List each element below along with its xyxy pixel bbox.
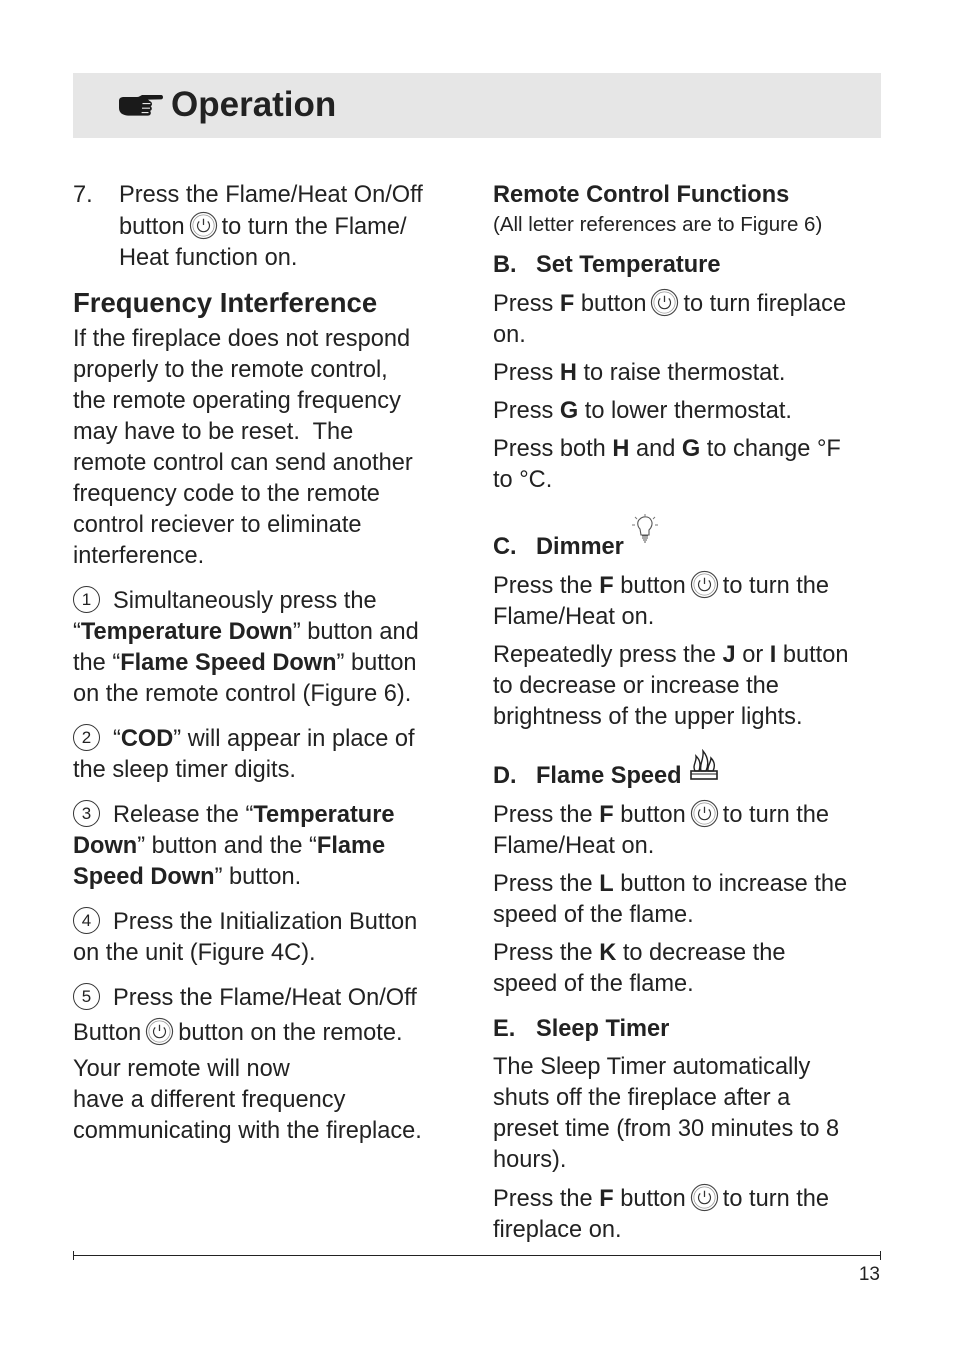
- step-1-bold: Temperature Down: [80, 619, 293, 645]
- step-7-number: 7.: [73, 182, 93, 208]
- step-1-text: ” button: [336, 650, 417, 676]
- text: Press the: [493, 573, 600, 599]
- text: fireplace on.: [493, 1217, 622, 1243]
- text: Press: [493, 398, 560, 424]
- power-button-icon: [690, 570, 719, 599]
- section-d-p1: [493, 799, 888, 862]
- text: to turn the: [722, 1186, 830, 1212]
- section-title: Flame Speed: [536, 763, 682, 789]
- text: to lower thermostat.: [578, 398, 792, 424]
- freq-line: control reciever to eliminate: [73, 512, 362, 538]
- text: to turn fireplace: [683, 291, 847, 317]
- text: button to increase the: [613, 871, 848, 897]
- section-letter: D.: [493, 763, 517, 789]
- step-number-circle: 5: [73, 983, 100, 1010]
- text: to decrease the: [616, 940, 786, 966]
- key-letter: F: [599, 802, 614, 828]
- step-4-text: Press the Initialization Button: [113, 909, 418, 935]
- header-band: [73, 73, 881, 138]
- step-1-text: on the remote control (Figure 6).: [73, 681, 412, 707]
- step-2-bold: COD: [120, 726, 174, 752]
- section-b-p3: [493, 396, 888, 427]
- section-e-heading: [493, 1014, 888, 1045]
- text: to °C.: [493, 467, 553, 493]
- step-7-line-1: Press the Flame/Heat On/Off: [119, 182, 423, 208]
- flame-icon: [688, 749, 720, 781]
- left-column: [73, 180, 463, 1147]
- key-letter: J: [722, 642, 736, 668]
- key-letter: G: [559, 398, 579, 424]
- step-1-text: the “: [73, 650, 121, 676]
- text: on.: [493, 322, 526, 348]
- step-4-text: on the unit (Figure 4C).: [73, 940, 316, 966]
- power-button-icon: [189, 211, 218, 240]
- remote-functions-heading: Remote Control Functions: [493, 182, 790, 208]
- freq-line: the remote operating frequency: [73, 388, 401, 414]
- text: or: [735, 642, 770, 668]
- section-b-p1: [493, 288, 888, 351]
- freq-line: frequency code to the remote: [73, 481, 380, 507]
- step-1: [73, 586, 463, 710]
- frequency-interference-heading: Frequency Interference: [73, 287, 378, 318]
- step-3-bold: Flame: [316, 833, 386, 859]
- page-number: 13: [858, 1264, 880, 1285]
- section-d-p2: [493, 869, 888, 931]
- step-4: [73, 907, 463, 969]
- section-e-p1: [493, 1052, 888, 1176]
- step-2-text: “: [113, 726, 121, 752]
- key-letter: F: [599, 573, 614, 599]
- step-7: [73, 180, 463, 274]
- step-5-text: Button: [73, 1020, 142, 1046]
- key-letter: F: [559, 291, 575, 317]
- text: speed of the flame.: [493, 971, 694, 997]
- key-letter: H: [559, 360, 577, 386]
- section-title: Sleep Timer: [536, 1016, 670, 1042]
- step-2-text: the sleep timer digits.: [73, 757, 296, 783]
- text: and: [629, 436, 682, 462]
- section-d-heading: [493, 749, 888, 792]
- step-1-text: “: [73, 619, 81, 645]
- remote-functions-subtitle: (All letter references are to Figure 6): [493, 213, 823, 236]
- text: The Sleep Timer automatically: [493, 1054, 811, 1080]
- key-letter: G: [681, 436, 701, 462]
- text: Press both: [493, 436, 613, 462]
- closing-line: Your remote will now: [73, 1056, 290, 1082]
- power-button-icon: [145, 1017, 174, 1046]
- step-number-circle: 4: [73, 907, 100, 934]
- text: to turn the: [722, 573, 830, 599]
- text: to turn the: [722, 802, 830, 828]
- closing-line: have a different frequency: [73, 1087, 346, 1113]
- text: button: [776, 642, 849, 668]
- power-button-icon: [650, 288, 679, 317]
- text: Repeatedly press the: [493, 642, 723, 668]
- text: speed of the flame.: [493, 902, 694, 928]
- text: Flame/Heat on.: [493, 604, 655, 630]
- footer-tick: [73, 1251, 74, 1260]
- section-b-p2: [493, 358, 888, 389]
- text: shuts off the fireplace after a: [493, 1085, 791, 1111]
- section-letter: B.: [493, 252, 517, 278]
- section-c-heading: [493, 514, 888, 563]
- footer-rule: [73, 1255, 881, 1256]
- freq-line: remote control can send another: [73, 450, 413, 476]
- key-letter: H: [612, 436, 630, 462]
- section-d-p3: [493, 938, 888, 1000]
- pointing-hand-icon: [117, 92, 163, 118]
- section-title: Dimmer: [536, 534, 624, 560]
- step-number-circle: 2: [73, 724, 100, 751]
- section-c-p2: [493, 640, 888, 733]
- step-1-text: Simultaneously press the: [113, 588, 377, 614]
- freq-line: may have to be reset. The: [73, 419, 354, 445]
- step-7-line-2: [119, 211, 463, 243]
- text: Press: [493, 360, 560, 386]
- step-number-circle: 1: [73, 586, 100, 613]
- section-e-p2: [493, 1183, 888, 1246]
- freq-line: interference.: [73, 543, 205, 569]
- step-3-bold: Speed Down: [73, 864, 215, 890]
- text: to raise thermostat.: [576, 360, 786, 386]
- text: button: [613, 573, 686, 599]
- frequency-body: [73, 324, 463, 572]
- section-c-p1: [493, 570, 888, 633]
- step-5-text: Press the Flame/Heat On/Off: [113, 985, 417, 1011]
- power-button-icon: [690, 1183, 719, 1212]
- step-5: [73, 983, 463, 1049]
- step-3-text: ” button.: [214, 864, 302, 890]
- text: to decrease or increase the: [493, 673, 779, 699]
- section-title: Set Temperature: [536, 252, 721, 278]
- key-letter: F: [599, 1186, 614, 1212]
- freq-line: properly to the remote control,: [73, 357, 388, 383]
- section-b-heading: [493, 250, 888, 281]
- step-3-text: ” button and the “: [137, 833, 317, 859]
- closing-line: communicating with the fireplace.: [73, 1118, 422, 1144]
- text: Press the: [493, 940, 600, 966]
- step-2: [73, 724, 463, 786]
- footer-tick: [880, 1251, 881, 1260]
- freq-line: If the fireplace does not respond: [73, 326, 411, 352]
- text: Flame/Heat on.: [493, 833, 655, 859]
- step-3: [73, 800, 463, 893]
- text: hours).: [493, 1147, 567, 1173]
- text: Press: [493, 291, 560, 317]
- step-7-line-2a: button: [119, 214, 185, 240]
- closing-paragraph: [73, 1054, 463, 1147]
- key-letter: I: [769, 642, 777, 668]
- text: Press the: [493, 871, 600, 897]
- step-number-circle: 3: [73, 800, 100, 827]
- key-letter: K: [599, 940, 617, 966]
- step-2-text: ” will appear in place of: [173, 726, 415, 752]
- power-button-icon: [690, 799, 719, 828]
- key-letter: L: [599, 871, 614, 897]
- step-1-bold: Flame Speed Down: [120, 650, 337, 676]
- step-3-bold: Down: [73, 833, 138, 859]
- text: Press the: [493, 1186, 600, 1212]
- step-3-bold: Temperature: [253, 802, 395, 828]
- section-letter: E.: [493, 1016, 516, 1042]
- light-bulb-icon: [630, 514, 660, 548]
- step-7-line-2b: to turn the Flame/: [221, 214, 407, 240]
- step-5-text: button on the remote.: [178, 1020, 403, 1046]
- step-3-text: Release the “: [113, 802, 254, 828]
- page-title: Operation: [171, 85, 337, 124]
- text: to change °F: [700, 436, 841, 462]
- text: button: [574, 291, 647, 317]
- section-letter: C.: [493, 534, 517, 560]
- text: button: [613, 802, 686, 828]
- step-7-line-3: Heat function on.: [119, 245, 298, 271]
- text: Press the: [493, 802, 600, 828]
- text: brightness of the upper lights.: [493, 704, 803, 730]
- text: preset time (from 30 minutes to 8: [493, 1116, 840, 1142]
- text: button: [613, 1186, 686, 1212]
- section-b-p4: [493, 434, 888, 496]
- right-column: [493, 180, 888, 1253]
- step-1-text: ” button and: [292, 619, 419, 645]
